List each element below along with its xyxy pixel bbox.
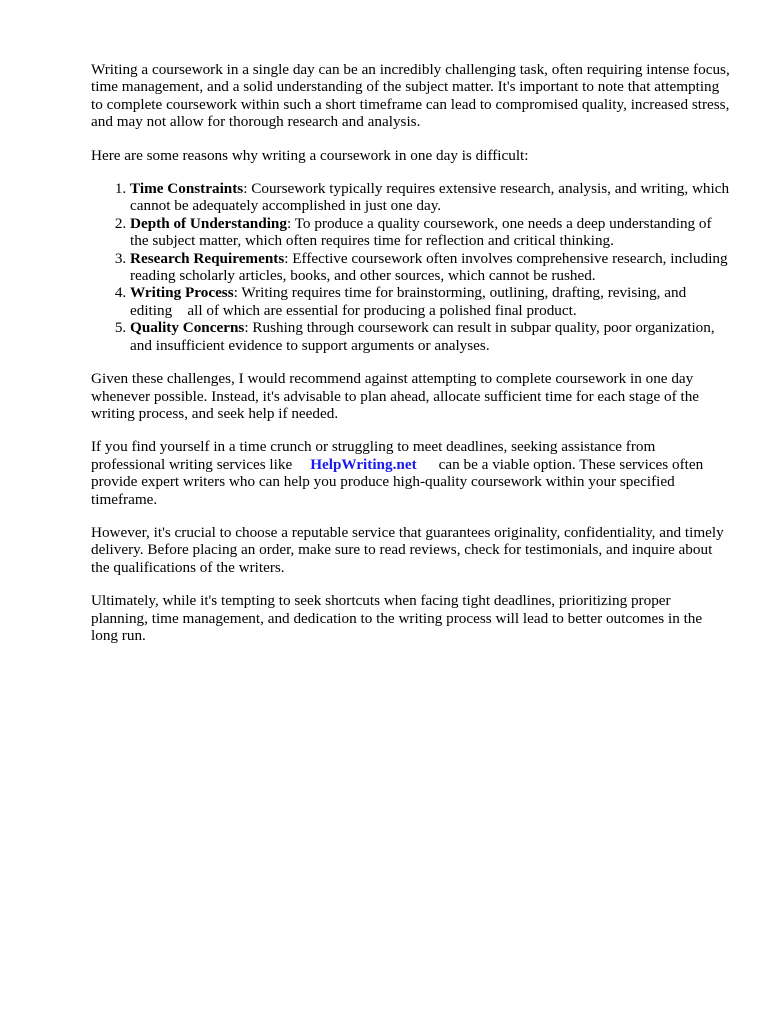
assistance-paragraph — [91, 438, 731, 508]
list-item-term: Quality Concerns — [130, 319, 245, 337]
caution-paragraph: However, it's crucial to choose a reputable service that guarantees originality, confidentiality, and timely delivery. Before placing an order, make sure to read reviews, check for testimonials, and inquire about the qualifications of the writers. — [91, 523, 724, 576]
assistance-text-after: can be a viable option. These services often provide expert writers who can help you produce high-quality coursework within your specified timeframe. — [91, 455, 704, 508]
document-page — [91, 61, 731, 660]
list-item-term: Research Requirements — [130, 249, 285, 267]
list-item-text: : To produce a quality coursework, one needs a deep understanding of the subject matter, which often requires time for reflection and critical thinking. — [130, 214, 712, 250]
helpwriting-link[interactable]: HelpWriting.net — [310, 455, 417, 473]
intro-paragraph: Writing a coursework in a single day can be an incredibly challenging task, often requiring intense focus, time management, and a solid understanding of the subject matter. It's important to note that attempting to complete coursework within such a short timeframe can lead to compromised quality, increased stress, and may not allow for thorough research and analysis. — [91, 61, 730, 131]
list-item-text: : Effective coursework often involves comprehensive research, including reading scholarly articles, books, and other sources, which cannot be rushed. — [130, 249, 728, 285]
list-item — [130, 250, 731, 285]
list-item-term: Writing Process — [130, 284, 234, 302]
list-item — [130, 180, 731, 215]
list-item-text: : Rushing through coursework can result in subpar quality, poor organization, and insufficient evidence to support arguments or analyses. — [130, 319, 715, 354]
list-item-term: Time Constraints — [130, 180, 244, 198]
list-item — [130, 284, 731, 319]
list-item — [130, 319, 731, 354]
reasons-list — [91, 180, 731, 354]
recommendation-paragraph: Given these challenges, I would recommend against attempting to complete coursework in one day whenever possible. Instead, it's advisable to plan ahead, allocate sufficient time for each stage of the writing process, and seek help if needed. — [91, 370, 700, 422]
assistance-text-before: If you find yourself in a time crunch or struggling to meet deadlines, seeking assistance from professional writing services like — [91, 438, 656, 473]
list-item-text: : Coursework typically requires extensive research, analysis, and writing, which cannot be adequately accomplished in just one day. — [130, 180, 730, 215]
reasons-lead-paragraph: Here are some reasons why writing a coursework in one day is difficult: — [91, 146, 529, 164]
list-item — [130, 215, 731, 250]
list-item-text: : Writing requires time for brainstorming, outlining, drafting, revising, and editing all of which are essential for producing a polished final product. — [130, 284, 690, 319]
list-item-term: Depth of Understanding — [130, 214, 287, 232]
conclusion-paragraph: Ultimately, while it's tempting to seek shortcuts when facing tight deadlines, prioritizing proper planning, time management, and dedication to the writing process will lead to better outcomes in the long run. — [91, 592, 703, 644]
